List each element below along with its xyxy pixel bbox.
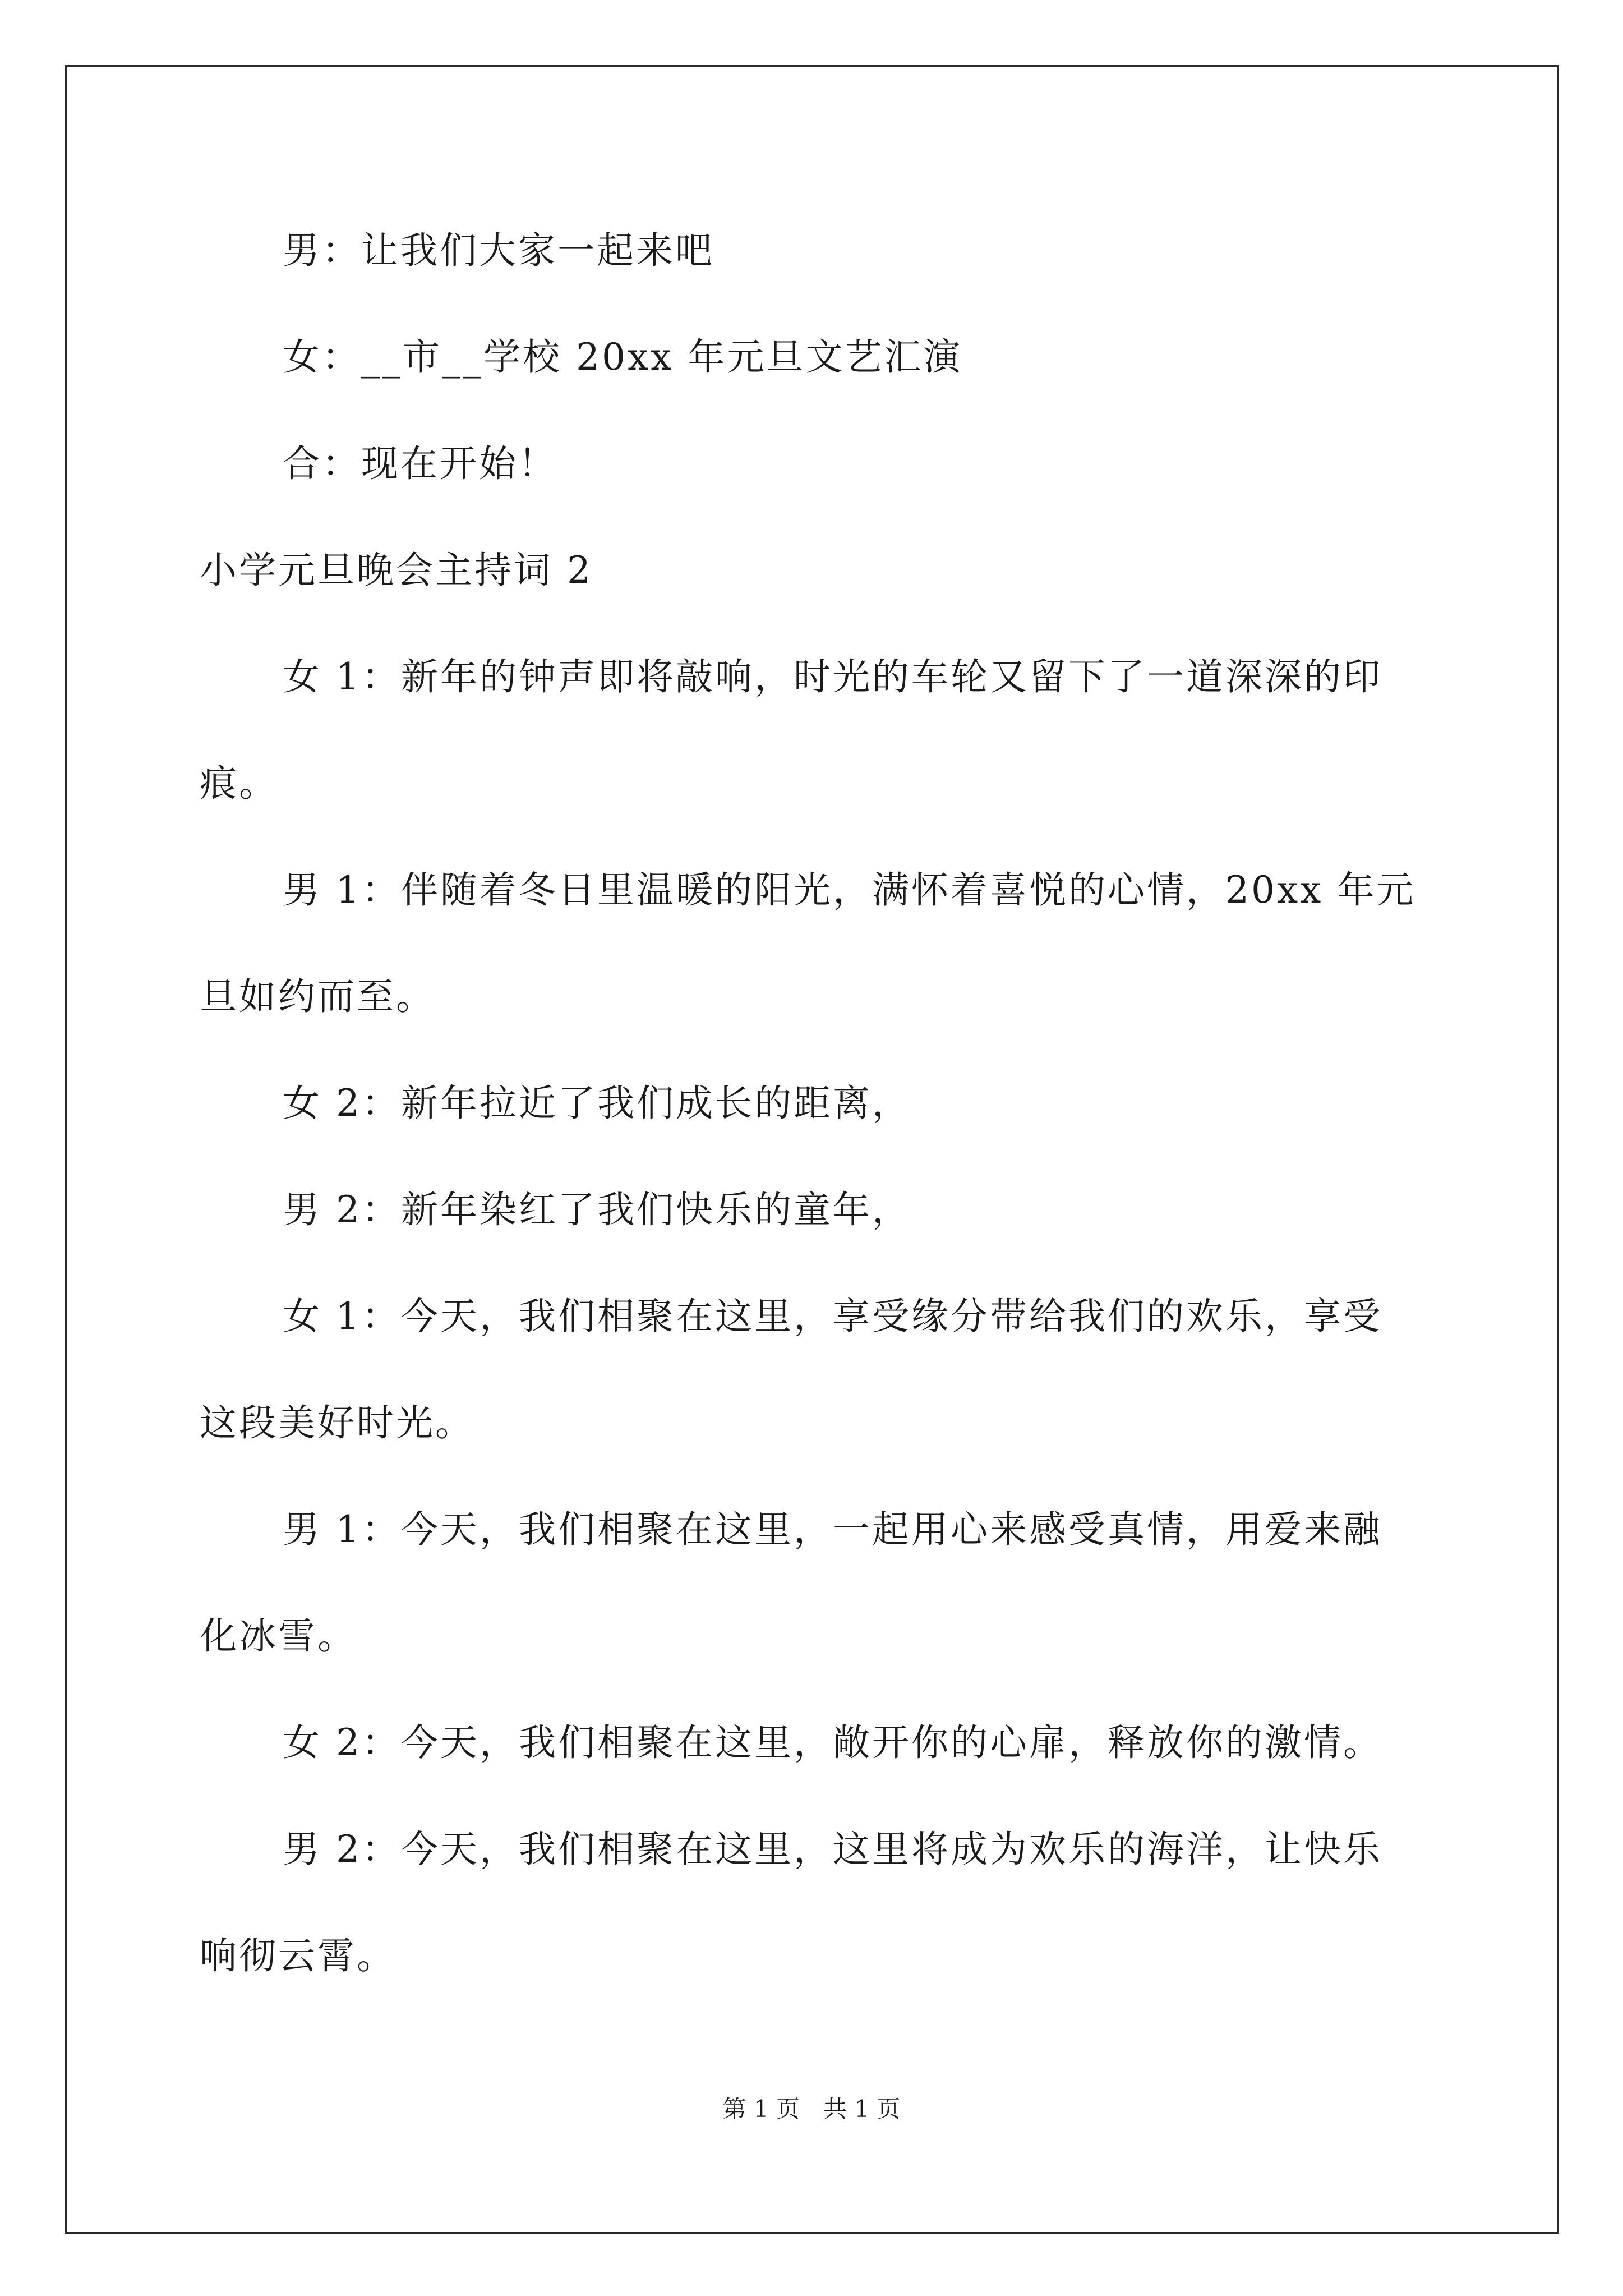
- text-line: 男 2：今天，我们相聚在这里，这里将成为欢乐的海洋，让快乐: [283, 1828, 1382, 1871]
- text-line: 痕。: [200, 762, 278, 805]
- text-line: 旦如约而至。: [200, 975, 435, 1018]
- text-line: 化冰雪。: [200, 1614, 357, 1658]
- text-line: 这段美好时光。: [200, 1401, 474, 1444]
- text-line: 女：__市__学校 20xx 年元旦文艺汇演: [283, 335, 963, 379]
- text-line: 女 1：今天，我们相聚在这里，享受缘分带给我们的欢乐，享受: [283, 1295, 1382, 1338]
- text-line: 女 2：新年拉近了我们成长的距离，: [283, 1082, 911, 1125]
- text-line: 男：让我们大家一起来吧: [283, 229, 714, 272]
- section-heading: 小学元旦晚会主持词 2: [200, 549, 593, 592]
- text-line: 男 1：伴随着冬日里温暖的阳光，满怀着喜悦的心情，20xx 年元: [283, 868, 1416, 912]
- text-line: 女 2：今天，我们相聚在这里，敞开你的心扉，释放你的激情。: [283, 1721, 1382, 1764]
- text-line: 合：现在开始！: [283, 442, 557, 485]
- page-border: [65, 65, 1559, 2234]
- page-number-footer: 第 1 页 共 1 页: [722, 2095, 901, 2123]
- text-line: 女 1：新年的钟声即将敲响，时光的车轮又留下了一道深深的印: [283, 655, 1382, 698]
- text-line: 男 2：新年染红了我们快乐的童年，: [283, 1188, 911, 1231]
- text-line: 男 1：今天，我们相聚在这里，一起用心来感受真情，用爱来融: [283, 1508, 1382, 1551]
- text-line: 响彻云霄。: [200, 1934, 396, 1977]
